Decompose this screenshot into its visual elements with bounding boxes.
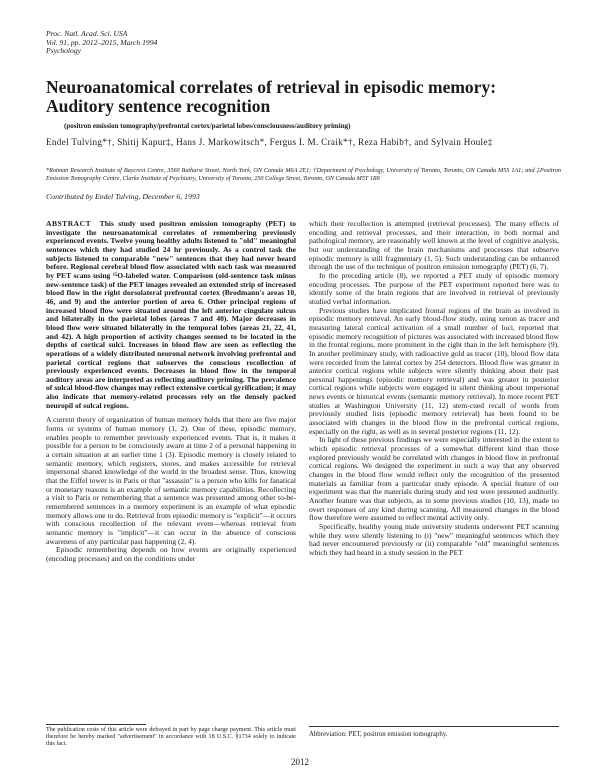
article-title: Neuroanatomical correlates of retrieval in episodic memory: Auditory sentence recognition [46, 77, 497, 116]
abstract-text: This study used positron emission tomography (PET) to investigate the neuroanatomical correlates of remembering previously experienced events. Twelve young healthy adults listened to "old" meaningful sentences which they had studied 24 hr previously. As a control task the subjects listened to comparable "new" sentences that they had never heard before. Regional cerebral blood flow associated with each task was measured by PET scans using ¹⁵O-labeled water. Comparison (old-sentence task minus new-sentence task) of the PET images revealed an extended strip of increased blood flow in the right dorsolateral prefrontal cortex (Brodmann's areas 10, 46, and 9) and the anterior portion of area 6. Other principal regions of increased blood flow were situated around the left anterior cingulate sulcus and bilaterally in the parietal lobes (areas 7 and 40). Major decreases in blood flow were situated bilaterally in the temporal lobes (areas 21, 22, 41, and 42). A high proportion of activity changes seemed to be located in the depths of cortical sulci. Increases in blood flow are seen as reflecting the operations of a widely distributed neuronal network involving prefrontal and parietal cortical regions that subserves the conscious recollection of previously experienced events. Decreases in blood flow in the temporal auditory areas are interpreted as reflecting auditory priming. The prevalence of sulcal blood-flow changes may reflect extensive cortical gyrification; it may also indicate that memory-related processes rely on the densely packed neuropil of sulcal regions. [46, 219, 296, 410]
body-paragraph: Specifically, healthy young male university students underwent PET scanning while they were silently listening to (i) "new" meaningful sentences which they had never encountered previously or (ii) comparable "old" meaningful sentences which they had heard in a study session in the PET [309, 521, 559, 557]
body-paragraph: A current theory of organization of human memory holds that there are five major forms or systems of human memory (1, 2). One of these, episodic memory, enables people to remember previously experienced events. That is, it makes it possible for a person to be consciously aware at time 2 of a personal happening in a certain situation at an earlier time 1 (3). Episodic memory is closely related to semantic memory, which registers, stores, and makes accessible for retrieval impersonal shared knowledge of the world in the broadest sense. Thus, knowing that the Eiffel tower is in Paris or that "assassin" is a person who kills for fanatical or monetary reasons is an example of semantic memory capabilities. Recollecting a visit to Paris or remembering that a sentence was presented among other to-be-remembered sentences in a memory experiment is an example of what episodic memory allows one to do. Retrieval from episodic memory is "explicit"—it occurs with conscious recollection of the relevant event—whereas retrieval from semantic memory is "implicit"—it can occur in the absence of conscious awareness of any particular past happening (2, 4). [46, 415, 296, 546]
abbreviation-divider [309, 726, 559, 727]
body-paragraph: Episodic remembering depends on how events are originally experienced (encoding processes) and on the conditions under [46, 545, 296, 563]
author-list: Endel Tulving*†, Shitij Kapur‡, Hans J. Markowitsch*, Fergus I. M. Craik*†, Reza Habib†, and Sylvain Houle‡ [46, 137, 493, 147]
author-affiliations: *Rotman Research Institute of Baycrest Centre, 3560 Bathurst Street, North York, ON Canada M6A 2E1; †Department of Psychology, University of Toronto, Toronto, ON Canada M5S 1A1; and ‡Positron Emission Tomography Centre, Clarke Institute of Psychiatry, University of Toronto, 250 College Street, Toronto, ON Canada M5T 1R8 [46, 167, 561, 182]
body-paragraph: In light of these previous findings we were especially interested in the extent to which episodic retrieval processes of a somewhat different kind than those explored previously would be correlated with changes in blood flow in prefrontal cortical regions. We designed the experiment in such a way that any observed changes in the blood flow would reflect only the recognition of the presented materials as familiar from a particular study episode. A special feature of our experiment was that the materials during study and test were presented auditorily. Another feature was that subjects, as in some previous studies (10, 13), made no overt responses of any kind during scanning. All measured changes in the blood flow therefore were assumed to reflect mental activity only. [309, 435, 559, 523]
journal-name: Proc. Natl. Acad. Sci. USA [46, 29, 128, 38]
body-paragraph: which their recollection is attempted (retrieval processes). The many effects of encoding and retrieval processes, and their interaction, in both normal and pathological memory, are reasonably well known at the level of cognitive analysis, but our understanding of the brain mechanisms and processes that subserve episodic memory is still fragmentary (1, 5). Such understanding can be enhanced through the use of the technique of positron emission tomography (PET) (6, 7). [309, 219, 559, 272]
journal-section: Psychology [46, 46, 82, 56]
footnote-divider [46, 724, 146, 725]
publication-cost-footnote: The publication costs of this article were defrayed in part by page charge payment. This article must therefore be hereby marked "advertisement" in accordance with 18 U.S.C. §1734 solely to indicate this fact. [46, 727, 296, 748]
abstract-label: ABSTRACT [46, 219, 92, 228]
contributed-by-line: Contributed by Endel Tulving, December 6, 1993 [46, 192, 200, 201]
abstract [46, 220, 296, 410]
body-text-left [46, 416, 296, 563]
journal-header [46, 30, 157, 56]
body-paragraph: In the preceding article (8), we reported a PET study of episodic memory encoding processes. The purpose of the PET experiment reported here was to identify some of the brain regions that are involved in retrieval of previously studied verbal information. [309, 270, 559, 306]
journal-volume: Vol. 91, pp. 2012–2015, March 1994 [46, 37, 158, 47]
right-column [309, 220, 559, 558]
article-keywords: (positron emission tomography/prefrontal cortex/parietal lobes/consciousness/auditory priming) [64, 122, 351, 130]
body-paragraph: Previous studies have implicated frontal regions of the brain as involved in episodic memory retrieval. An early blood-flow study, using xenon as tracer and measuring lateral cortical activation of a small number of loci, reported that episodic memory recognition of pictures was associated with increased blood flow in the frontal regions, more prominent in the right than in the left hemisphere (9). In another preliminary study, with radioactive gold as tracer (10), blood flow data were recorded from the lateral cortex by 254 detectors. Blood flow was greater in anterior cortical regions while subjects were silently thinking about their past personal happenings (episodic memory retrieval) and was greater in posterior cortical regions while subjects were engaged in silent thinking about impersonal news events or historical events (semantic memory retrieval). In more recent PET studies at Washington University (11, 12) stem-cued recall of words from previously studied lists (episodic memory retrieval) has been found to be associated with changes in the blood flow in the prefrontal cortical regions, especially on the right, as well as in several posterior regions (11, 12). [309, 305, 559, 436]
abbreviation-note: Abbreviation: PET, positron emission tomography. [309, 731, 448, 738]
page-number: 2012 [291, 757, 309, 767]
left-column [46, 220, 296, 564]
